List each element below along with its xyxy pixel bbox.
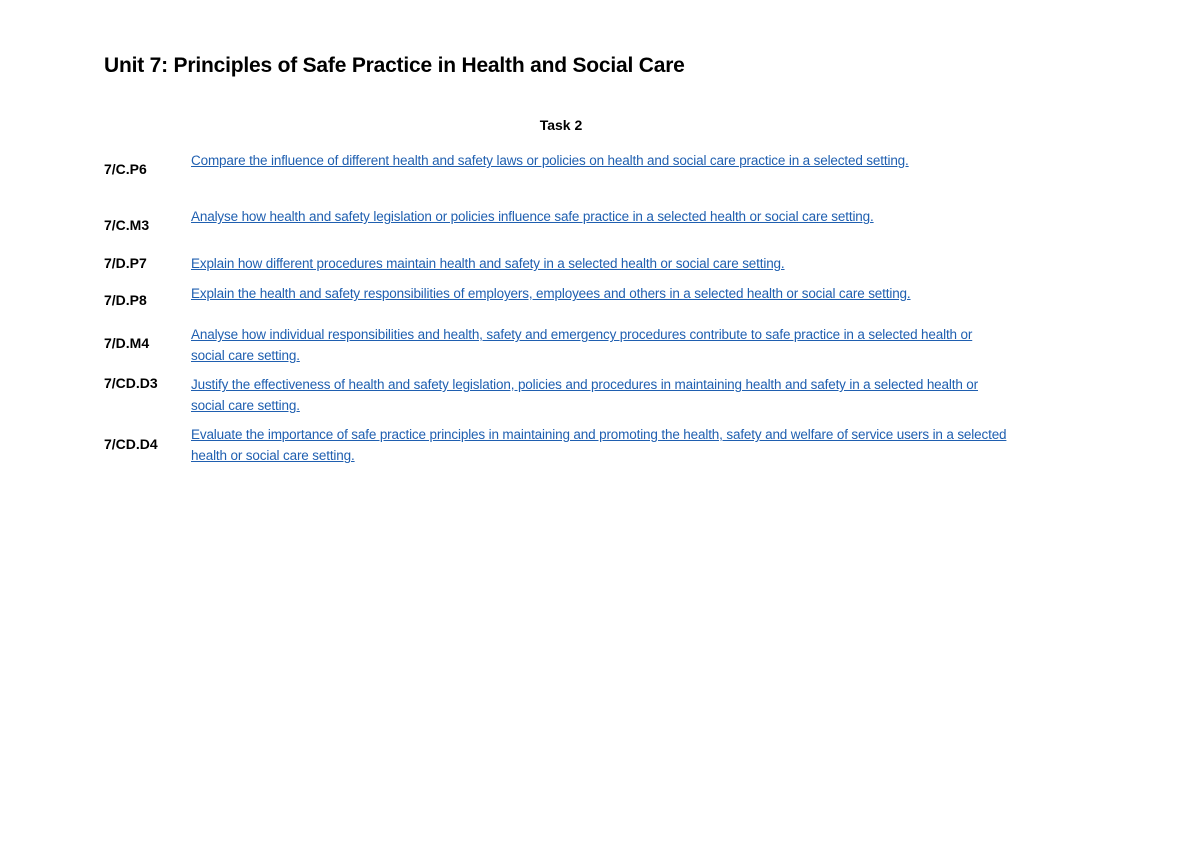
task-heading: Task 2 [539,117,583,133]
criterion-code: 7/D.P7 [104,255,147,271]
criterion-link[interactable]: Evaluate the importance of safe practice principles in maintaining and promoting the health, safety and welfare of service users in a selected health or social care setting. [191,427,1007,463]
document-title: Unit 7: Principles of Safe Practice in Health and Social Care [104,54,685,77]
criterion-link[interactable]: Explain how different procedures maintain health and safety in a selected health or social care setting. [191,256,785,271]
criterion-code: 7/D.P8 [104,292,147,308]
criterion-code: 7/CD.D3 [104,375,158,391]
criterion-row [104,283,1024,327]
criterion-link[interactable]: Analyse how individual responsibilities and health, safety and emergency procedures contribute to safe practice in a selected health or social care setting. [191,327,973,363]
criterion-link[interactable]: Compare the influence of different health and safety laws or policies on health and social care practice in a selected setting. [191,153,909,168]
criterion-link[interactable]: Justify the effectiveness of health and safety legislation, policies and procedures in maintaining health and safety in a selected health or social care setting. [191,377,979,413]
criterion-row [104,206,1024,250]
criterion-link[interactable]: Analyse how health and safety legislation or policies influence safe practice in a selected health or social care setting. [191,209,874,224]
criterion-row [104,324,1024,368]
criterion-code: 7/D.M4 [104,335,150,351]
criterion-link[interactable]: Explain the health and safety responsibilities of employers, employees and others in a selected health or social care setting. [191,286,911,301]
criterion-code: 7/C.P6 [104,161,147,177]
criterion-code: 7/CD.D4 [104,436,158,452]
criterion-row [104,374,1024,418]
criterion-code: 7/C.M3 [104,217,150,233]
criterion-row [104,424,1024,468]
criterion-row [104,150,1024,194]
